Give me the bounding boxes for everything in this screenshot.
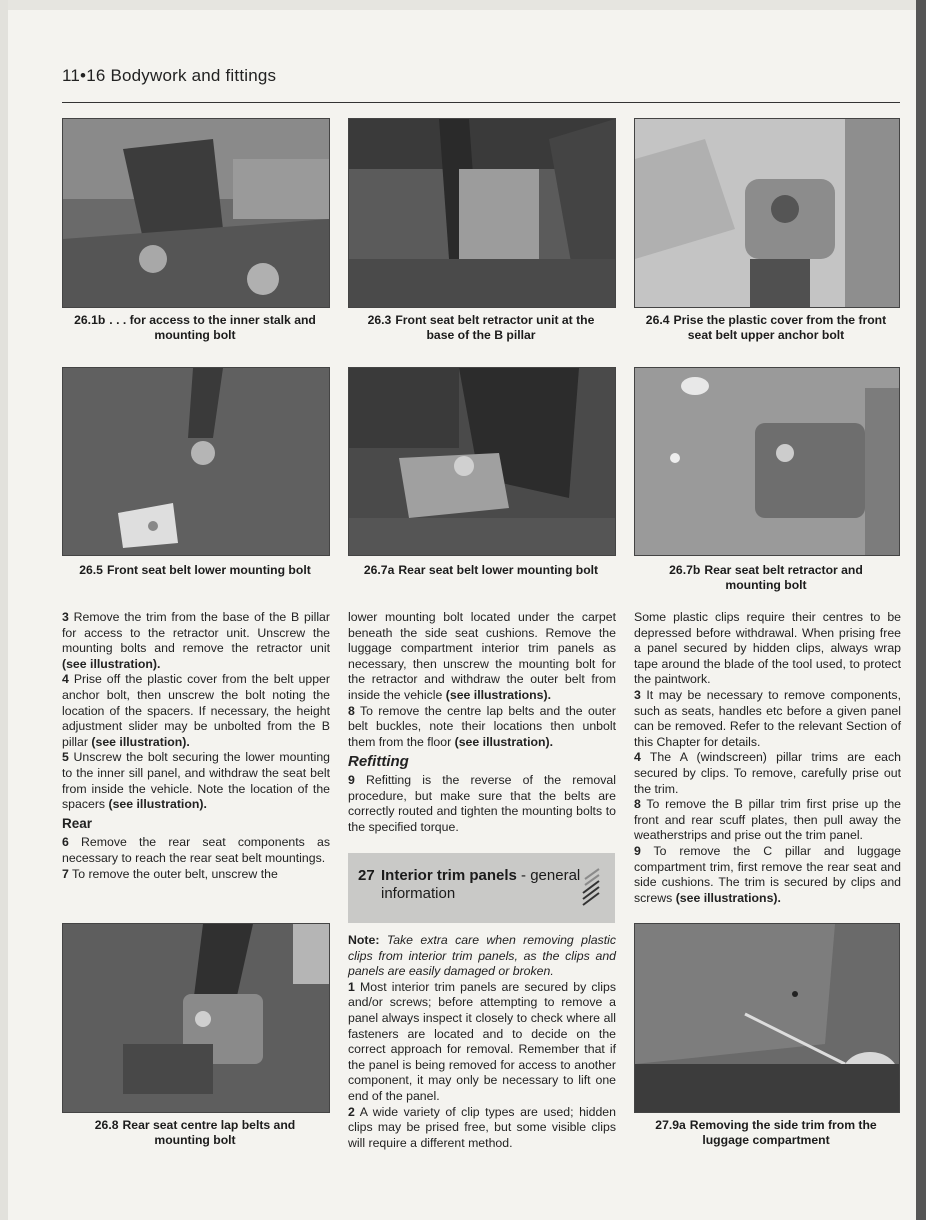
paragraph-5: 5 Unscrew the bolt securing the lower mounting to the inner sill panel, and withdraw the seat belt from inside the vehicle. Note the location of the spacers (see illustration). (62, 750, 331, 812)
caption-number: 26.4 (645, 313, 670, 327)
paragraph-3-section27: 3 It may be necessary to remove components, such as seats, handles etc before a given panel can be removed. Refer to the relevant Section of this Chapter for details. (634, 687, 901, 749)
caption-26-4: 26.4 Prise the plastic cover from the front seat belt upper anchor bolt (645, 313, 887, 342)
difficulty-spanner-icon (579, 865, 603, 911)
caption-number: 26.5 (79, 563, 103, 577)
text-column-1 (62, 610, 330, 882)
page-title: Bodywork and fittings (110, 66, 277, 85)
paragraph-2: 2 A wide variety of clip types are used; hidden clips may be prised free, but some visible clips will require a different method. (348, 1104, 616, 1150)
caption-number: 26.3 (367, 313, 392, 327)
caption-26-3: 26.3 Front seat belt retractor unit at the base of the B pillar (367, 313, 595, 342)
section-number: 27 (358, 867, 375, 884)
paragraph-9: 9 Refitting is the reverse of the removal procedure, but make sure that the belts are correctly routed and tighten the mounting bolts to the specified torque. (348, 772, 616, 834)
paragraph-3: 3 Remove the trim from the base of the B pillar for access to the retractor unit. Unscrew the mounting bolts and remove the retractor unit (see illustration). (62, 610, 330, 671)
page-header (62, 66, 276, 86)
paragraph-7-continued: lower mounting bolt located under the carpet beneath the side seat cushions. Remove the luggage compartment interior trim panels as necessary, then unscrew the mounting bolt for the retractor and withdraw the outer belt from inside the vehicle (see illustrations). (348, 610, 616, 702)
heading-rear: Rear (62, 815, 93, 831)
photo-26-8 (62, 923, 330, 1113)
text-column-3 (634, 610, 901, 906)
caption-26-1b: 26.1b . . . for access to the inner stalk and mounting bolt (74, 313, 316, 342)
photo-26-4 (634, 118, 900, 308)
caption-number: 26.7b (669, 563, 701, 577)
caption-26-7b: 26.7b Rear seat belt retractor and mounting bolt (669, 563, 863, 592)
note: Note: Take extra care when removing plastic clips from interior trim panels, as the clips and panels are easily damaged or broken. (348, 933, 616, 979)
photo-27-9a (634, 923, 900, 1113)
paragraph-6: 6 Remove the rear seat components as necessary to reach the rear seat belt mountings. (62, 835, 330, 865)
caption-number: 26.7a (363, 563, 395, 577)
header-rule (62, 102, 900, 103)
caption-26-5: 26.5 Front seat belt lower mounting bolt (79, 563, 311, 577)
caption-27-9a: 27.9a Removing the side trim from the luggage compartment (655, 1118, 877, 1147)
scan-edge-left (0, 0, 8, 1220)
paragraph-4: 4 Prise off the plastic cover from the belt upper anchor bolt, then unscrew the bolt noting the location of the spacers. If necessary, the height adjustment slider may be unbolted from the B pillar (see illustration). (62, 672, 330, 749)
paragraph-8: 8 To remove the centre lap belts and the outer belt buckles, note their locations then unbolt them from the floor (see illustration). (348, 703, 616, 749)
caption-number: 27.9a (655, 1118, 686, 1132)
text-column-2-lower (348, 933, 616, 1151)
photo-26-7b (634, 367, 900, 556)
photo-26-3 (348, 118, 616, 308)
scan-edge-right (916, 0, 926, 1220)
caption-number: 26.1b (74, 313, 106, 327)
paragraph-1: 1 Most interior trim panels are secured by clips and/or screws; before attempting to remove a panel always inspect it closely to check where all fasteners are located and to decide on the correct approach for removal. Remember that if the panel is being removed for access to another component, it may only be necessary to lift one end of the panel. (348, 979, 616, 1103)
heading-refitting: Refitting (348, 753, 409, 771)
photo-26-1b (62, 118, 330, 308)
page-number: 11•16 (62, 66, 106, 85)
photo-26-5 (62, 367, 330, 556)
section-title: Interior trim panels - general information (381, 867, 581, 902)
section-27-heading (348, 853, 615, 923)
caption-number: 26.8 (94, 1118, 119, 1132)
paragraph-2-continued: Some plastic clips require their centres to be depressed before withdrawal. When prising free a panel secured by hidden clips, always wrap tape around the blade of the tool used, to protect the paintwork. (634, 610, 901, 687)
scan-edge-top (0, 0, 926, 10)
paragraph-9-section27: 9 To remove the C pillar and luggage compartment trim, first remove the rear seat and side cushions. The trim is secured by clips and screws (see illustrations). (634, 843, 902, 905)
photo-26-7a (348, 367, 616, 556)
text-column-2 (348, 610, 616, 835)
paragraph-4-section27: 4 The A (windscreen) pillar trims are each secured by clips. To remove, carefully prise out the trim. (634, 750, 901, 796)
paragraph-8-section27: 8 To remove the B pillar trim first prise up the front and rear scuff plates, then pull away the weatherstrips and prise out the trim panel. (634, 797, 901, 843)
caption-26-7a: 26.7a Rear seat belt lower mounting bolt (363, 563, 599, 577)
caption-26-8: 26.8 Rear seat centre lap belts and mounting bolt (94, 1118, 296, 1147)
paragraph-7: 7 To remove the outer belt, unscrew the (62, 866, 278, 881)
